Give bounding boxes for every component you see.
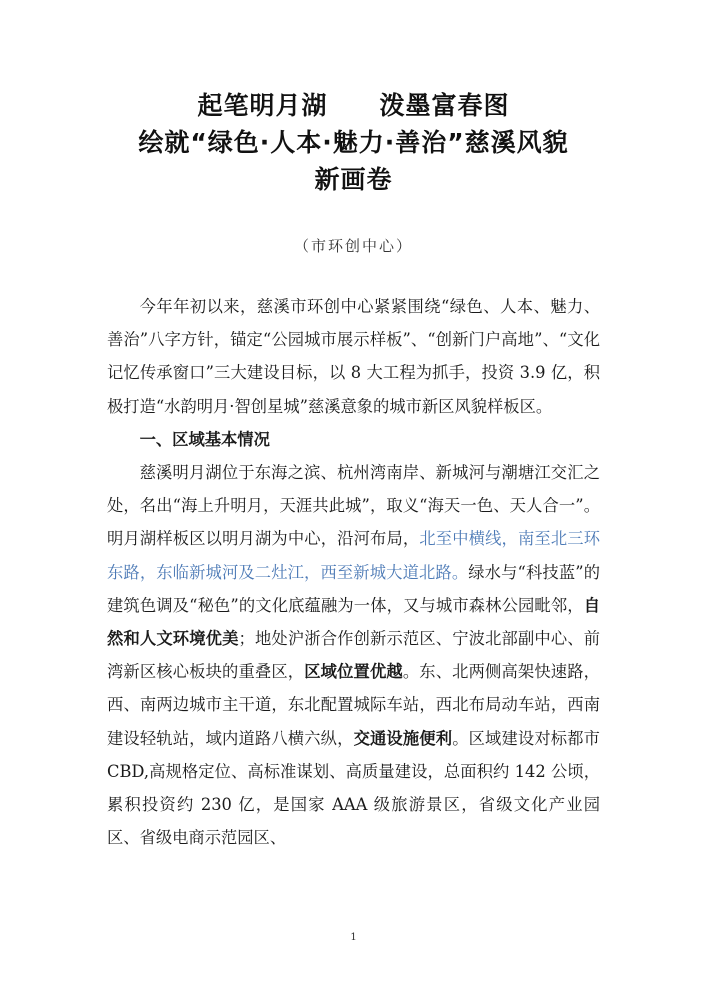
title-line-1: 起笔明月湖 泼墨富春图 [197,91,510,120]
paragraph-text: ；地处沪浙合作创新示范区、宁波北部副中心、前湾新区核心板块的重叠区， [107,629,600,682]
section-heading: 一、区域基本情况 [139,429,270,449]
intro-paragraph: 今年年初以来，慈溪市环创中心紧紧围绕“绿色、人本、魅力、善治”八字方针，锚定“公园城市展示样板”、“创新门户高地”、“文化记忆传承窗口”三大建设目标，以 8 大工程为抓手，投资 3.9 亿，积极打造“水韵明月·智创星城”慈溪意象的城市新区风貌样板区。 [107,297,600,416]
emphasis-text: 区域位置优越 [304,662,403,682]
paragraph-text: 慈溪明月湖位于东海之滨、杭州湾南岸、新城河与潮塘江交汇之处，名出“海上升明月，天涯共此城”，取义“海天一色、天人合一”。明月湖样板区以明月湖为中心，沿河布局， [107,463,600,549]
document-body [107,290,600,854]
section-paragraph [107,456,600,854]
title-line-2: 绘就“绿色·人本·魅力·善治”慈溪风貌 [138,128,569,157]
boundary-text-highlight: 北至中横线，南至北三环东路，东临新城河及二灶江，西至新城大道北路。 [107,529,600,582]
page-number: 1 [350,932,357,943]
title-line-3: 新画卷 [314,165,393,194]
source-attribution: （市环创中心） [293,237,413,255]
paragraph-text: 。东、北两侧高架快速路，西、南两边城市主干道，东北配置城际车站，西北布局动车站，西南建设轻轨站，域内道路八横六纵， [107,662,600,748]
emphasis-text: 自然和人文环境优美 [107,595,600,649]
paragraph-text: 绿水与“科技蓝”的建筑色调及“秘色”的文化底蕴融为一体，又与城市森林公园毗邻， [107,562,600,615]
paragraph-text: 。区域建设对标都市 CBD,高规格定位、高标准谋划、高质量建设，总面积约 142 公顷，累积投资约 230 亿，是国家 AAA 级旅游景区，省级文化产业园区、省级电商示范园区、 [107,728,600,848]
emphasis-text: 交通设施便利 [353,728,453,748]
